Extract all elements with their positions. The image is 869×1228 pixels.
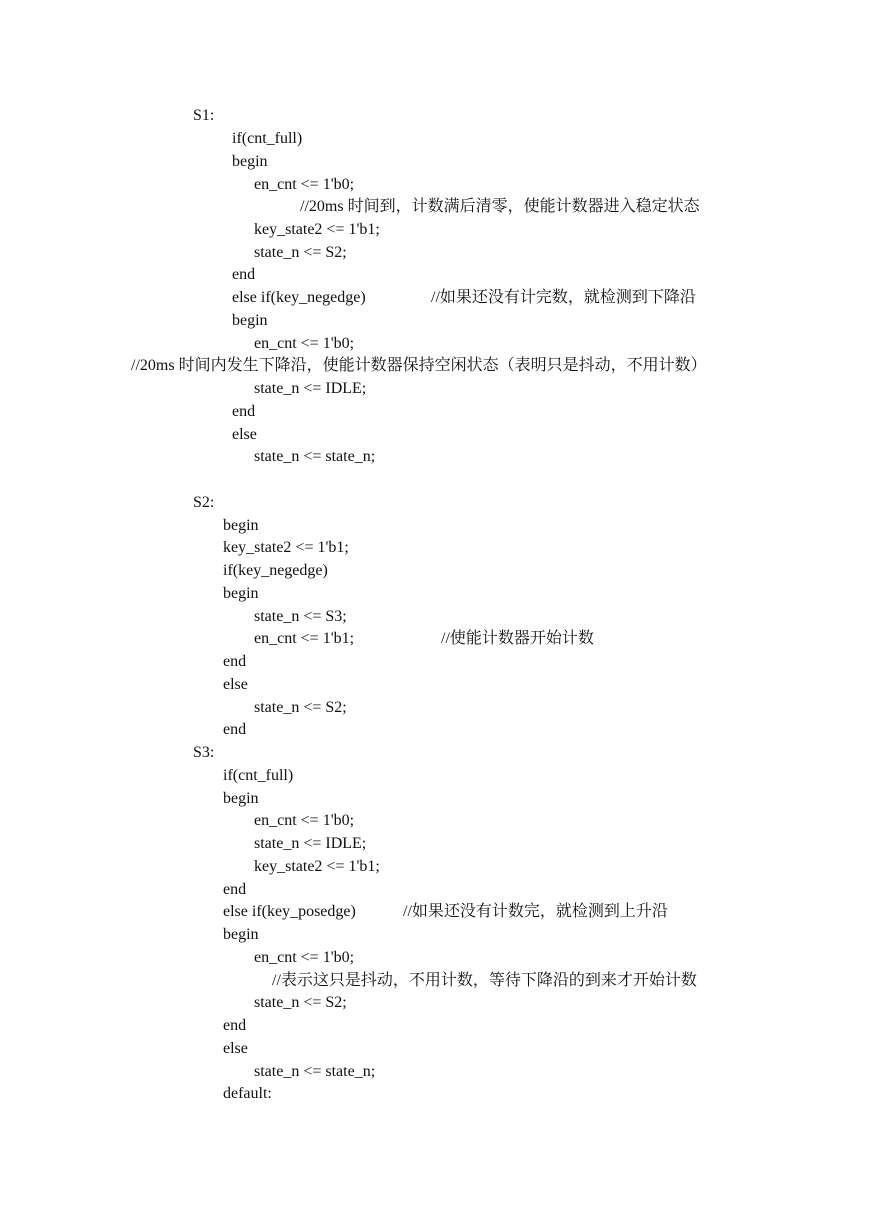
code-line: end: [223, 653, 247, 670]
code-comment: //20ms 时间到，计数满后清零，使能计数器进入稳定状态: [300, 198, 700, 215]
code-line: state_n <= S2;: [254, 994, 347, 1011]
s1-label: S1:: [193, 107, 215, 124]
code-line: en_cnt <= 1'b0;: [254, 176, 355, 193]
code-comment: //表示这只是抖动，不用计数，等待下降沿的到来才开始计数: [272, 972, 697, 989]
code-line: state_n <= S2;: [254, 244, 347, 261]
code-line: key_state2 <= 1'b1;: [254, 858, 380, 875]
code-line: end: [232, 403, 256, 420]
code-line: else if(key_negedge): [232, 289, 366, 306]
code-line: begin: [232, 153, 268, 170]
code-line: en_cnt <= 1'b1;: [254, 630, 355, 647]
code-line: begin: [232, 312, 268, 329]
code-line: en_cnt <= 1'b0;: [254, 335, 355, 352]
code-line: begin: [223, 790, 259, 807]
code-line: en_cnt <= 1'b0;: [254, 812, 355, 829]
code-line: begin: [223, 517, 259, 534]
code-line: state_n <= IDLE;: [254, 380, 367, 397]
code-line: else: [223, 676, 248, 693]
code-line: en_cnt <= 1'b0;: [254, 949, 355, 966]
code-line: state_n <= state_n;: [254, 1063, 376, 1080]
s3-label: S3:: [193, 744, 215, 761]
code-line: if(cnt_full): [223, 767, 294, 784]
code-line: end: [223, 1017, 247, 1034]
s2-label: S2:: [193, 494, 215, 511]
code-comment: //如果还没有计数完，就检测到上升沿: [403, 903, 668, 920]
code-line: state_n <= S2;: [254, 699, 347, 716]
code-line: end: [232, 266, 256, 283]
code-line: else if(key_posedge): [223, 903, 356, 920]
code-line: begin: [223, 585, 259, 602]
code-line: state_n <= IDLE;: [254, 835, 367, 852]
code-line: state_n <= S3;: [254, 608, 347, 625]
code-line: state_n <= state_n;: [254, 448, 376, 465]
code-line: if(cnt_full): [232, 130, 303, 147]
code-line: key_state2 <= 1'b1;: [223, 539, 349, 556]
code-line: else: [223, 1040, 248, 1057]
code-comment: //使能计数器开始计数: [441, 630, 594, 647]
code-line: end: [223, 721, 247, 738]
code-line: if(key_negedge): [223, 562, 328, 579]
code-comment: //如果还没有计完数，就检测到下降沿: [431, 289, 696, 306]
code-line: key_state2 <= 1'b1;: [254, 221, 380, 238]
code-line: end: [223, 881, 247, 898]
code-line: default:: [223, 1085, 272, 1102]
code-line: begin: [223, 926, 259, 943]
code-line: else: [232, 426, 257, 443]
code-comment: //20ms 时间内发生下降沿，使能计数器保持空闲状态（表明只是抖动，不用计数）: [131, 357, 707, 374]
